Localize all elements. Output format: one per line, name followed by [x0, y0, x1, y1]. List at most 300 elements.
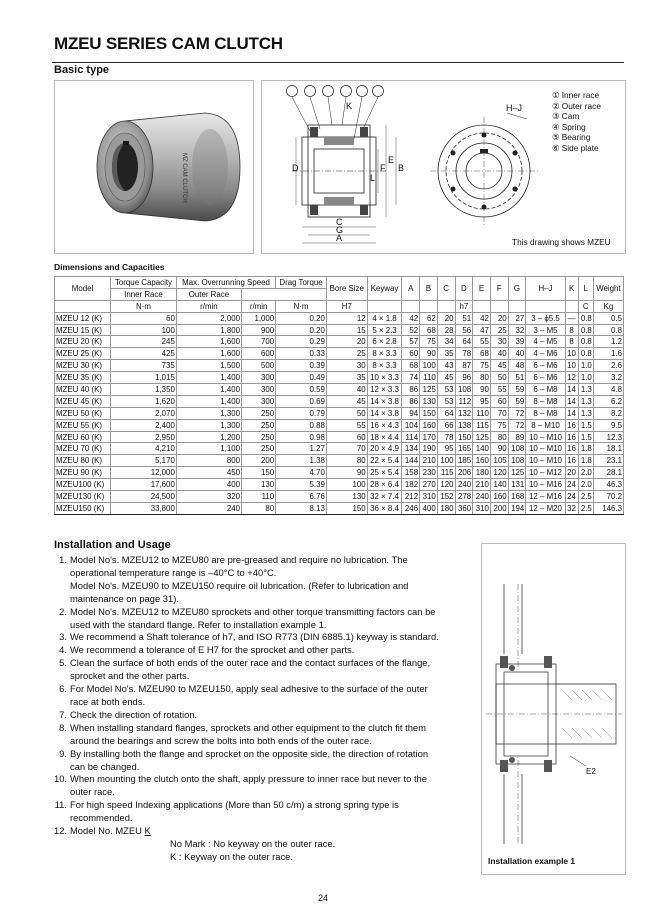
table-cell: 36 × 8.4 — [367, 502, 402, 514]
table-cell: 1.8 — [578, 443, 593, 455]
table-cell: 24 — [565, 479, 578, 491]
table-cell: 86 — [402, 395, 420, 407]
col-keyway: Keyway — [367, 277, 402, 301]
table-cell: 104 — [402, 419, 420, 431]
table-cell: 75 — [490, 419, 508, 431]
table-cell: MZEU 70 (K) — [55, 443, 111, 455]
table-cell: 1.6 — [593, 348, 623, 360]
table-cell: 6.76 — [276, 491, 327, 503]
table-cell: 0.69 — [276, 395, 327, 407]
table-cell: 131 — [508, 479, 526, 491]
table-cell: 310 — [473, 502, 491, 514]
table-row — [55, 419, 624, 431]
table-cell: 185 — [455, 455, 473, 467]
table-cell: 114 — [402, 431, 420, 443]
table-cell: 72 — [508, 407, 526, 419]
parts-legend — [552, 90, 601, 153]
col-weight: Weight — [593, 277, 623, 301]
table-cell: 23.1 — [593, 455, 623, 467]
table-cell: 35 — [437, 348, 455, 360]
table-cell: 0.29 — [276, 336, 327, 348]
table-cell: 210 — [420, 455, 438, 467]
table-row — [55, 336, 624, 348]
table-cell: 130 — [326, 491, 367, 503]
list-item — [54, 773, 472, 799]
table-cell: 80 — [326, 455, 367, 467]
table-cell: 64 — [437, 407, 455, 419]
table-cell: 1,100 — [176, 443, 241, 455]
list-item-number: 3. — [59, 631, 67, 643]
table-cell: MZEU130 (K) — [55, 491, 111, 503]
list-item-number: 11. — [54, 799, 67, 811]
model-option-no-mark: No Mark : No keyway on the outer race. — [170, 837, 336, 849]
table-cell: 40 — [508, 348, 526, 360]
table-cell: 150 — [242, 467, 276, 479]
table-cell: 56 — [455, 324, 473, 336]
table-row — [55, 384, 624, 396]
table-cell: 60 — [490, 395, 508, 407]
label-e2: E2 — [586, 767, 596, 776]
model-k: K — [144, 825, 151, 837]
table-cell: MZEU 55 (K) — [55, 419, 111, 431]
table-cell: 25 — [490, 324, 508, 336]
table-cell: 250 — [242, 407, 276, 419]
list-item-number: 6. — [59, 683, 67, 695]
table-cell: 75 — [420, 336, 438, 348]
table-cell: 90 — [326, 467, 367, 479]
table-row — [55, 407, 624, 419]
table-row — [55, 431, 624, 443]
table-cell: 25 — [326, 348, 367, 360]
table-cell: 240 — [473, 491, 491, 503]
list-item — [54, 657, 472, 683]
table-cell: 8 – M8 — [526, 407, 565, 419]
table-cell: — — [565, 312, 578, 324]
table-cell: 0.8 — [578, 336, 593, 348]
table-cell: 47 — [473, 324, 491, 336]
table-cell: 10 — [565, 348, 578, 360]
table-cell: 110 — [242, 491, 276, 503]
table-cell: 160 — [490, 491, 508, 503]
table-cell: 4.70 — [276, 467, 327, 479]
table-cell: 59 — [508, 384, 526, 396]
table-cell: 1,015 — [111, 372, 177, 384]
list-item-number: 8. — [59, 721, 67, 733]
list-item-line: By installing both the flange and sprocket on the opposite side, the direction of rotation — [70, 747, 429, 759]
list-item-line: Model No's. MZEU90 to MZEU150 require oil lubrication. (Refer to lubrication and — [70, 579, 409, 591]
table-cell: 0.39 — [276, 360, 327, 372]
table-cell: MZEU 45 (K) — [55, 395, 111, 407]
table-cell: 55 — [473, 336, 491, 348]
table-row — [55, 312, 624, 324]
table-cell: 2,000 — [176, 312, 241, 324]
table-cell: 900 — [242, 324, 276, 336]
table-cell: 42 — [402, 312, 420, 324]
table-cell: MZEU 35 (K) — [55, 372, 111, 384]
table-cell: 51 — [508, 372, 526, 384]
table-cell: 10 – M10 — [526, 443, 565, 455]
table-cell: 200 — [490, 502, 508, 514]
table-cell: 1,300 — [176, 407, 241, 419]
table-cell: 18.1 — [593, 443, 623, 455]
col-A: A — [402, 277, 420, 301]
table-cell: 278 — [455, 491, 473, 503]
table-cell: 53 — [437, 395, 455, 407]
list-item-line: For high speed Indexing applications (More than 50 c/m) a strong spring type is — [70, 799, 399, 811]
table-cell: 55 — [490, 384, 508, 396]
dim-G: G — [336, 225, 344, 235]
table-cell: 12 – M20 — [526, 502, 565, 514]
table-cell: 15 — [326, 324, 367, 336]
table-cell: MZEU 15 (K) — [55, 324, 111, 336]
list-item — [54, 644, 472, 657]
table-cell: 14 — [565, 384, 578, 396]
table-cell: MZEU 40 (K) — [55, 384, 111, 396]
table-cell: 96 — [455, 372, 473, 384]
table-cell: 0.8 — [593, 324, 623, 336]
list-item-line: When installing standard flanges, sprockets and other equipment to the clutch fit them — [70, 721, 426, 733]
table-cell: 1.0 — [578, 372, 593, 384]
clutch-photo-illustration — [55, 81, 253, 253]
table-cell: 150 — [455, 431, 473, 443]
table-cell: 4 × 1.8 — [367, 312, 402, 324]
dim-HJ: H–J — [506, 103, 523, 113]
table-cell: 1,400 — [176, 384, 241, 396]
table-cell: 125 — [420, 384, 438, 396]
table-cell: 90 — [490, 443, 508, 455]
unit-outer: r/min — [242, 300, 276, 312]
unit-drag: N·m — [276, 300, 327, 312]
table-cell: 50 — [490, 372, 508, 384]
table-cell: 68 — [420, 324, 438, 336]
table-cell: 310 — [420, 491, 438, 503]
table-cell: 20 × 4.9 — [367, 443, 402, 455]
table-cell: 10 — [565, 360, 578, 372]
list-item-line: recommended. — [70, 812, 133, 824]
table-cell: 300 — [242, 372, 276, 384]
table-cell: 6.2 — [593, 395, 623, 407]
table-cell: 75 — [473, 360, 491, 372]
table-cell: 160 — [473, 455, 491, 467]
table-cell: 2.5 — [578, 491, 593, 503]
table-cell: 110 — [420, 372, 438, 384]
installation-list — [54, 554, 472, 864]
col-drag: Drag Torque — [276, 277, 327, 289]
table-cell: 182 — [402, 479, 420, 491]
dim-F: F — [380, 163, 386, 173]
dimensions-body — [55, 312, 624, 514]
table-cell: 115 — [473, 419, 491, 431]
table-cell: 360 — [455, 502, 473, 514]
table-cell: 1,400 — [176, 372, 241, 384]
table-cell: 400 — [420, 502, 438, 514]
table-cell: 5 × 2.3 — [367, 324, 402, 336]
list-item-line: can be changed. — [70, 760, 140, 772]
table-row — [55, 455, 624, 467]
list-item-number: 5. — [59, 657, 67, 669]
list-item-number: 1. — [59, 554, 67, 565]
table-cell: 0.88 — [276, 419, 327, 431]
table-cell: 320 — [176, 491, 241, 503]
model-prefix: Model No. — [70, 825, 113, 837]
table-cell: 2,070 — [111, 407, 177, 419]
table-cell: 32 × 7.4 — [367, 491, 402, 503]
model-line — [70, 825, 472, 838]
list-item — [54, 799, 472, 825]
table-cell: 22 × 5.4 — [367, 455, 402, 467]
table-cell: 6 × 2.8 — [367, 336, 402, 348]
legend-item: ② Outer race — [552, 100, 601, 111]
list-item-number: 9. — [59, 747, 67, 759]
table-cell: 64 — [455, 336, 473, 348]
table-cell: 95 — [437, 443, 455, 455]
table-cell: 57 — [402, 336, 420, 348]
table-row — [55, 348, 624, 360]
dim-K: K — [346, 101, 353, 111]
table-cell: 0.79 — [276, 407, 327, 419]
table-cell: 1.27 — [276, 443, 327, 455]
table-cell: 46.3 — [593, 479, 623, 491]
table-cell: 210 — [473, 479, 491, 491]
list-item-number: 12. — [54, 825, 68, 837]
table-cell: 8 – M10 — [526, 419, 565, 431]
legend-item: ⑤ Bearing — [552, 132, 591, 142]
table-cell: 1,600 — [176, 348, 241, 360]
table-cell: 12.3 — [593, 431, 623, 443]
table-cell: 16 — [565, 431, 578, 443]
list-item-line: sprocket and the other parts. — [70, 670, 190, 682]
list-item-line: When mounting the clutch onto the shaft, apply pressure to inner race but never to the — [70, 773, 427, 785]
list-item-line: operational temperature range is –40°C to +40°C. — [70, 566, 277, 578]
table-cell: 735 — [111, 360, 177, 372]
table-cell: 24 — [565, 491, 578, 503]
table-cell: 108 — [455, 384, 473, 396]
dim-E: E — [388, 155, 395, 165]
table-cell: 62 — [420, 312, 438, 324]
table-cell: 86 — [402, 384, 420, 396]
table-cell: 144 — [402, 455, 420, 467]
table-cell: MZEU 50 (K) — [55, 407, 111, 419]
unit-torque: N·m — [111, 300, 177, 312]
table-cell: 245 — [111, 336, 177, 348]
table-cell: 100 — [111, 324, 177, 336]
table-cell: 1,200 — [176, 431, 241, 443]
table-cell: 1.5 — [578, 431, 593, 443]
list-item-line: used with the standard flange. Refer to installation example 1. — [70, 618, 327, 630]
table-cell: 8.2 — [593, 407, 623, 419]
page-number: 24 — [318, 893, 329, 903]
list-item-line: around the bearings and screw the bolts into both ends of the outer race. — [70, 734, 372, 746]
table-cell: 66 — [437, 419, 455, 431]
list-item — [54, 606, 472, 632]
list-item-line: Model No's. MZEU12 to MZEU80 sprockets and other torque transmitting factors can be — [70, 605, 436, 617]
table-cell: 9.5 — [593, 419, 623, 431]
table-row — [55, 395, 624, 407]
model-code: MZEU — [115, 825, 142, 837]
drawing-note: This drawing shows MZEU — [512, 237, 611, 247]
table-cell: 190 — [420, 443, 438, 455]
table-cell: 78 — [455, 348, 473, 360]
table-cell: 87 — [455, 360, 473, 372]
table-cell: 90 — [473, 384, 491, 396]
list-item — [54, 709, 472, 722]
table-cell: 450 — [176, 467, 241, 479]
table-cell: 800 — [176, 455, 241, 467]
table-cell: 1,400 — [176, 395, 241, 407]
table-cell: 6 – M8 — [526, 384, 565, 396]
list-item-number: 2. — [59, 605, 67, 617]
table-cell: 2.0 — [578, 467, 593, 479]
product-photo — [54, 80, 254, 254]
table-cell: 0.33 — [276, 348, 327, 360]
model-number-item — [54, 825, 472, 864]
legend-item: ④ Spring — [552, 121, 586, 132]
table-cell: 30 — [490, 336, 508, 348]
col-E: E — [473, 277, 491, 301]
table-cell: MZEU 30 (K) — [55, 360, 111, 372]
table-cell: 68 — [473, 348, 491, 360]
table-cell: 40 — [490, 348, 508, 360]
table-cell: MZEU 25 (K) — [55, 348, 111, 360]
table-cell: 70.2 — [593, 491, 623, 503]
table-cell: 425 — [111, 348, 177, 360]
col-D: D — [455, 277, 473, 301]
table-cell: 42 — [473, 312, 491, 324]
list-item-line: We recommend a Shaft tolerance of h7, and ISO R773 (DIN 6885.1) keyway is standard. — [70, 631, 439, 643]
table-cell: 12 × 3.3 — [367, 384, 402, 396]
table-cell: 115 — [437, 467, 455, 479]
table-cell: 0.5 — [593, 312, 623, 324]
table-cell: 2.0 — [578, 479, 593, 491]
table-cell: MZEU 60 (K) — [55, 431, 111, 443]
list-item-line: For Model No's. MZEU90 to MZEU150, apply seal adhesive to the surface of the outer — [70, 683, 428, 695]
table-cell: 1.3 — [578, 384, 593, 396]
table-cell: 130 — [242, 479, 276, 491]
col-model: Model — [55, 277, 111, 301]
table-cell: 12 – M16 — [526, 491, 565, 503]
col-C: C — [437, 277, 455, 301]
table-cell: 250 — [242, 419, 276, 431]
table-cell: 0.8 — [578, 312, 593, 324]
list-item — [54, 554, 472, 606]
unit-D: h7 — [455, 300, 473, 312]
table-cell: 80 — [473, 372, 491, 384]
table-cell: 90 — [420, 348, 438, 360]
dim-C: C — [336, 217, 343, 227]
section-subtitle: Basic type — [54, 64, 110, 76]
table-cell: 1,300 — [176, 419, 241, 431]
table-cell: 59 — [508, 395, 526, 407]
table-row — [55, 467, 624, 479]
table-cell: 140 — [473, 443, 491, 455]
table-cell: 12,000 — [111, 467, 177, 479]
table-row — [55, 491, 624, 503]
table-cell: 95 — [473, 395, 491, 407]
table-cell: 6 – M6 — [526, 360, 565, 372]
table-cell: 5.39 — [276, 479, 327, 491]
table-cell: 1.5 — [578, 419, 593, 431]
unit-L: C — [578, 300, 593, 312]
table-cell: 70 — [490, 407, 508, 419]
list-item-line: outer race. — [70, 786, 115, 798]
table-cell: 105 — [490, 455, 508, 467]
table-cell: 100 — [437, 455, 455, 467]
table-cell: 6 – M6 — [526, 372, 565, 384]
installation-heading: Installation and Usage — [54, 539, 171, 551]
table-cell: MZEU 12 (K) — [55, 312, 111, 324]
table-cell: 16 — [565, 419, 578, 431]
table-cell: 16 — [565, 455, 578, 467]
list-item-line: Check the direction of rotation. — [70, 708, 198, 720]
legend-item: ⑥ Side plate — [552, 142, 599, 153]
table-cell: 240 — [455, 479, 473, 491]
table-cell: 0.98 — [276, 431, 327, 443]
table-cell: 1,600 — [176, 336, 241, 348]
table-cell: 700 — [242, 336, 276, 348]
table-cell: 2.6 — [593, 360, 623, 372]
legend-item: ① Inner race — [552, 90, 600, 100]
list-item-line: race at both ends. — [70, 695, 146, 707]
table-cell: 130 — [420, 395, 438, 407]
col-torque: Torque Capacity — [111, 277, 177, 289]
col-F: F — [490, 277, 508, 301]
table-cell: 39 — [508, 336, 526, 348]
table-cell: 168 — [508, 491, 526, 503]
list-item — [54, 631, 472, 644]
table-cell: 120 — [490, 467, 508, 479]
table-cell: 72 — [508, 419, 526, 431]
col-overrun: Max. Overrunning Speed — [176, 277, 275, 289]
table-cell: 500 — [242, 360, 276, 372]
table-cell: 8 × 3.3 — [367, 360, 402, 372]
table-cell: 52 — [402, 324, 420, 336]
table-cell: 45 — [326, 395, 367, 407]
dim-A: A — [336, 233, 343, 243]
table-cell: 33,800 — [111, 502, 177, 514]
table-cell: 12 — [326, 312, 367, 324]
table-cell: 165 — [455, 443, 473, 455]
table-cell: 18 × 4.4 — [367, 431, 402, 443]
list-item — [54, 722, 472, 748]
dim-L: L — [370, 173, 376, 183]
table-cell: 80 — [490, 431, 508, 443]
table-cell: 60 — [111, 312, 177, 324]
engraving-text: MZ CAM CLUTCH — [181, 153, 187, 203]
col-B: B — [420, 277, 438, 301]
table-cell: 32 — [565, 502, 578, 514]
table-cell: 250 — [242, 431, 276, 443]
table-cell: 1,350 — [111, 384, 177, 396]
table-row — [55, 372, 624, 384]
table-cell: 17,600 — [111, 479, 177, 491]
table-row — [55, 324, 624, 336]
table-cell: 1.38 — [276, 455, 327, 467]
table-cell: 55 — [326, 419, 367, 431]
table-cell: 14 × 3.8 — [367, 407, 402, 419]
dimensions-heading: Dimensions and Capacities — [54, 262, 165, 272]
table-cell: 8.13 — [276, 502, 327, 514]
table-cell: 68 — [402, 360, 420, 372]
table-cell: 45 — [490, 360, 508, 372]
table-cell: 20 — [565, 467, 578, 479]
table-cell: 10 – M12 — [526, 467, 565, 479]
table-cell: 158 — [402, 467, 420, 479]
installation-drawing — [482, 544, 625, 874]
table-cell: 4.8 — [593, 384, 623, 396]
list-item-number: 7. — [59, 708, 67, 720]
table-row — [55, 443, 624, 455]
table-cell: 89 — [508, 431, 526, 443]
